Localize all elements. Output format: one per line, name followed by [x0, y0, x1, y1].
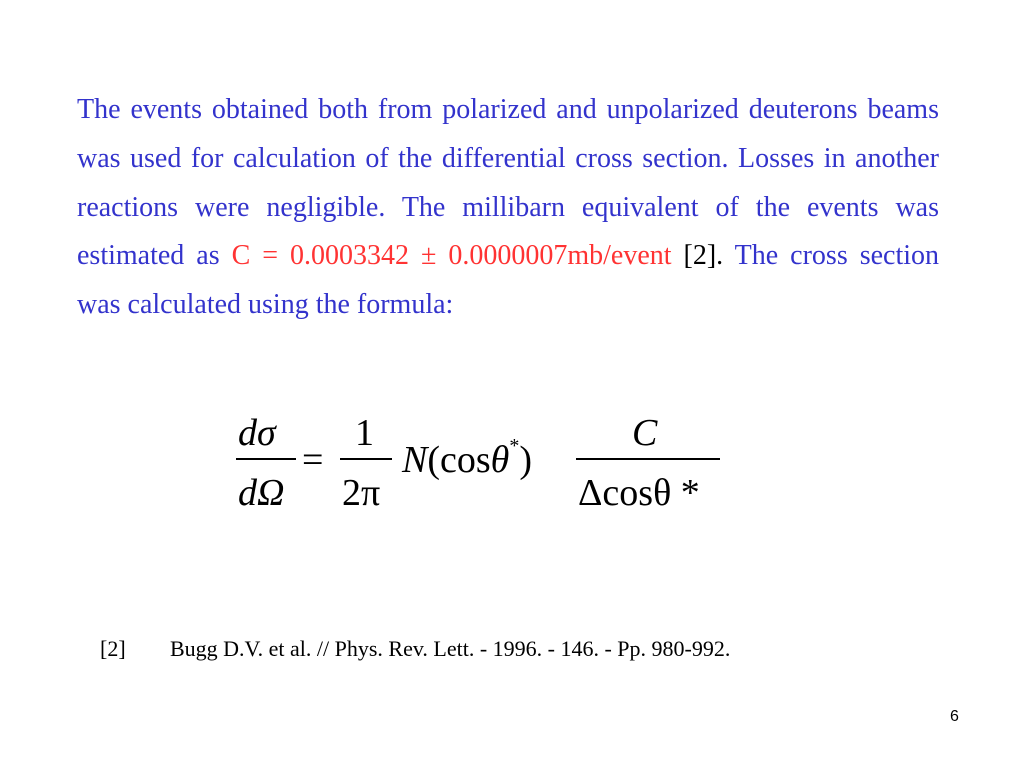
formula-lhs-numerator: dσ — [238, 412, 276, 454]
constant-value: C = 0.0003342 ± 0.0000007mb/event — [231, 240, 672, 272]
formula-n: N — [402, 439, 428, 481]
footnote-text: Bugg D.V. et al. // Phys. Rev. Lett. - 1996. - 146. - Pp. 980-992. — [170, 636, 731, 661]
formula-right-fraction-bar — [576, 458, 720, 460]
formula-right-denominator: Δcosθ * — [578, 472, 700, 514]
paragraph-text-part1: The events obtained both from polarized and unpolarized deuterons beams was used for calculation of the differential cross section. Losses in another reactions were negligible. The millibarn equivalent of the events was estimated as — [77, 94, 939, 272]
formula-middle-term — [402, 435, 532, 481]
formula-factor-fraction-bar — [340, 458, 392, 460]
formula-close-paren: ) — [519, 439, 532, 481]
formula-factor-numerator: 1 — [355, 412, 374, 454]
formula-open-cos: (cos — [427, 439, 491, 481]
formula-factor-denominator: 2π — [342, 472, 381, 514]
formula-right-numerator: C — [632, 412, 658, 454]
page-number: 6 — [950, 708, 959, 725]
footnote-number: [2] — [100, 636, 126, 661]
paragraph-text-part2: The cross section was calculated using the formula: — [77, 240, 940, 321]
formula-theta: θ — [490, 439, 510, 481]
reference-mark: [2]. — [683, 240, 724, 272]
footnote — [100, 636, 730, 662]
formula-equals: = — [302, 439, 324, 481]
formula-lhs-denominator: dΩ — [238, 472, 285, 514]
formula-lhs-fraction-bar — [236, 458, 296, 460]
formula-star: * — [509, 435, 520, 458]
